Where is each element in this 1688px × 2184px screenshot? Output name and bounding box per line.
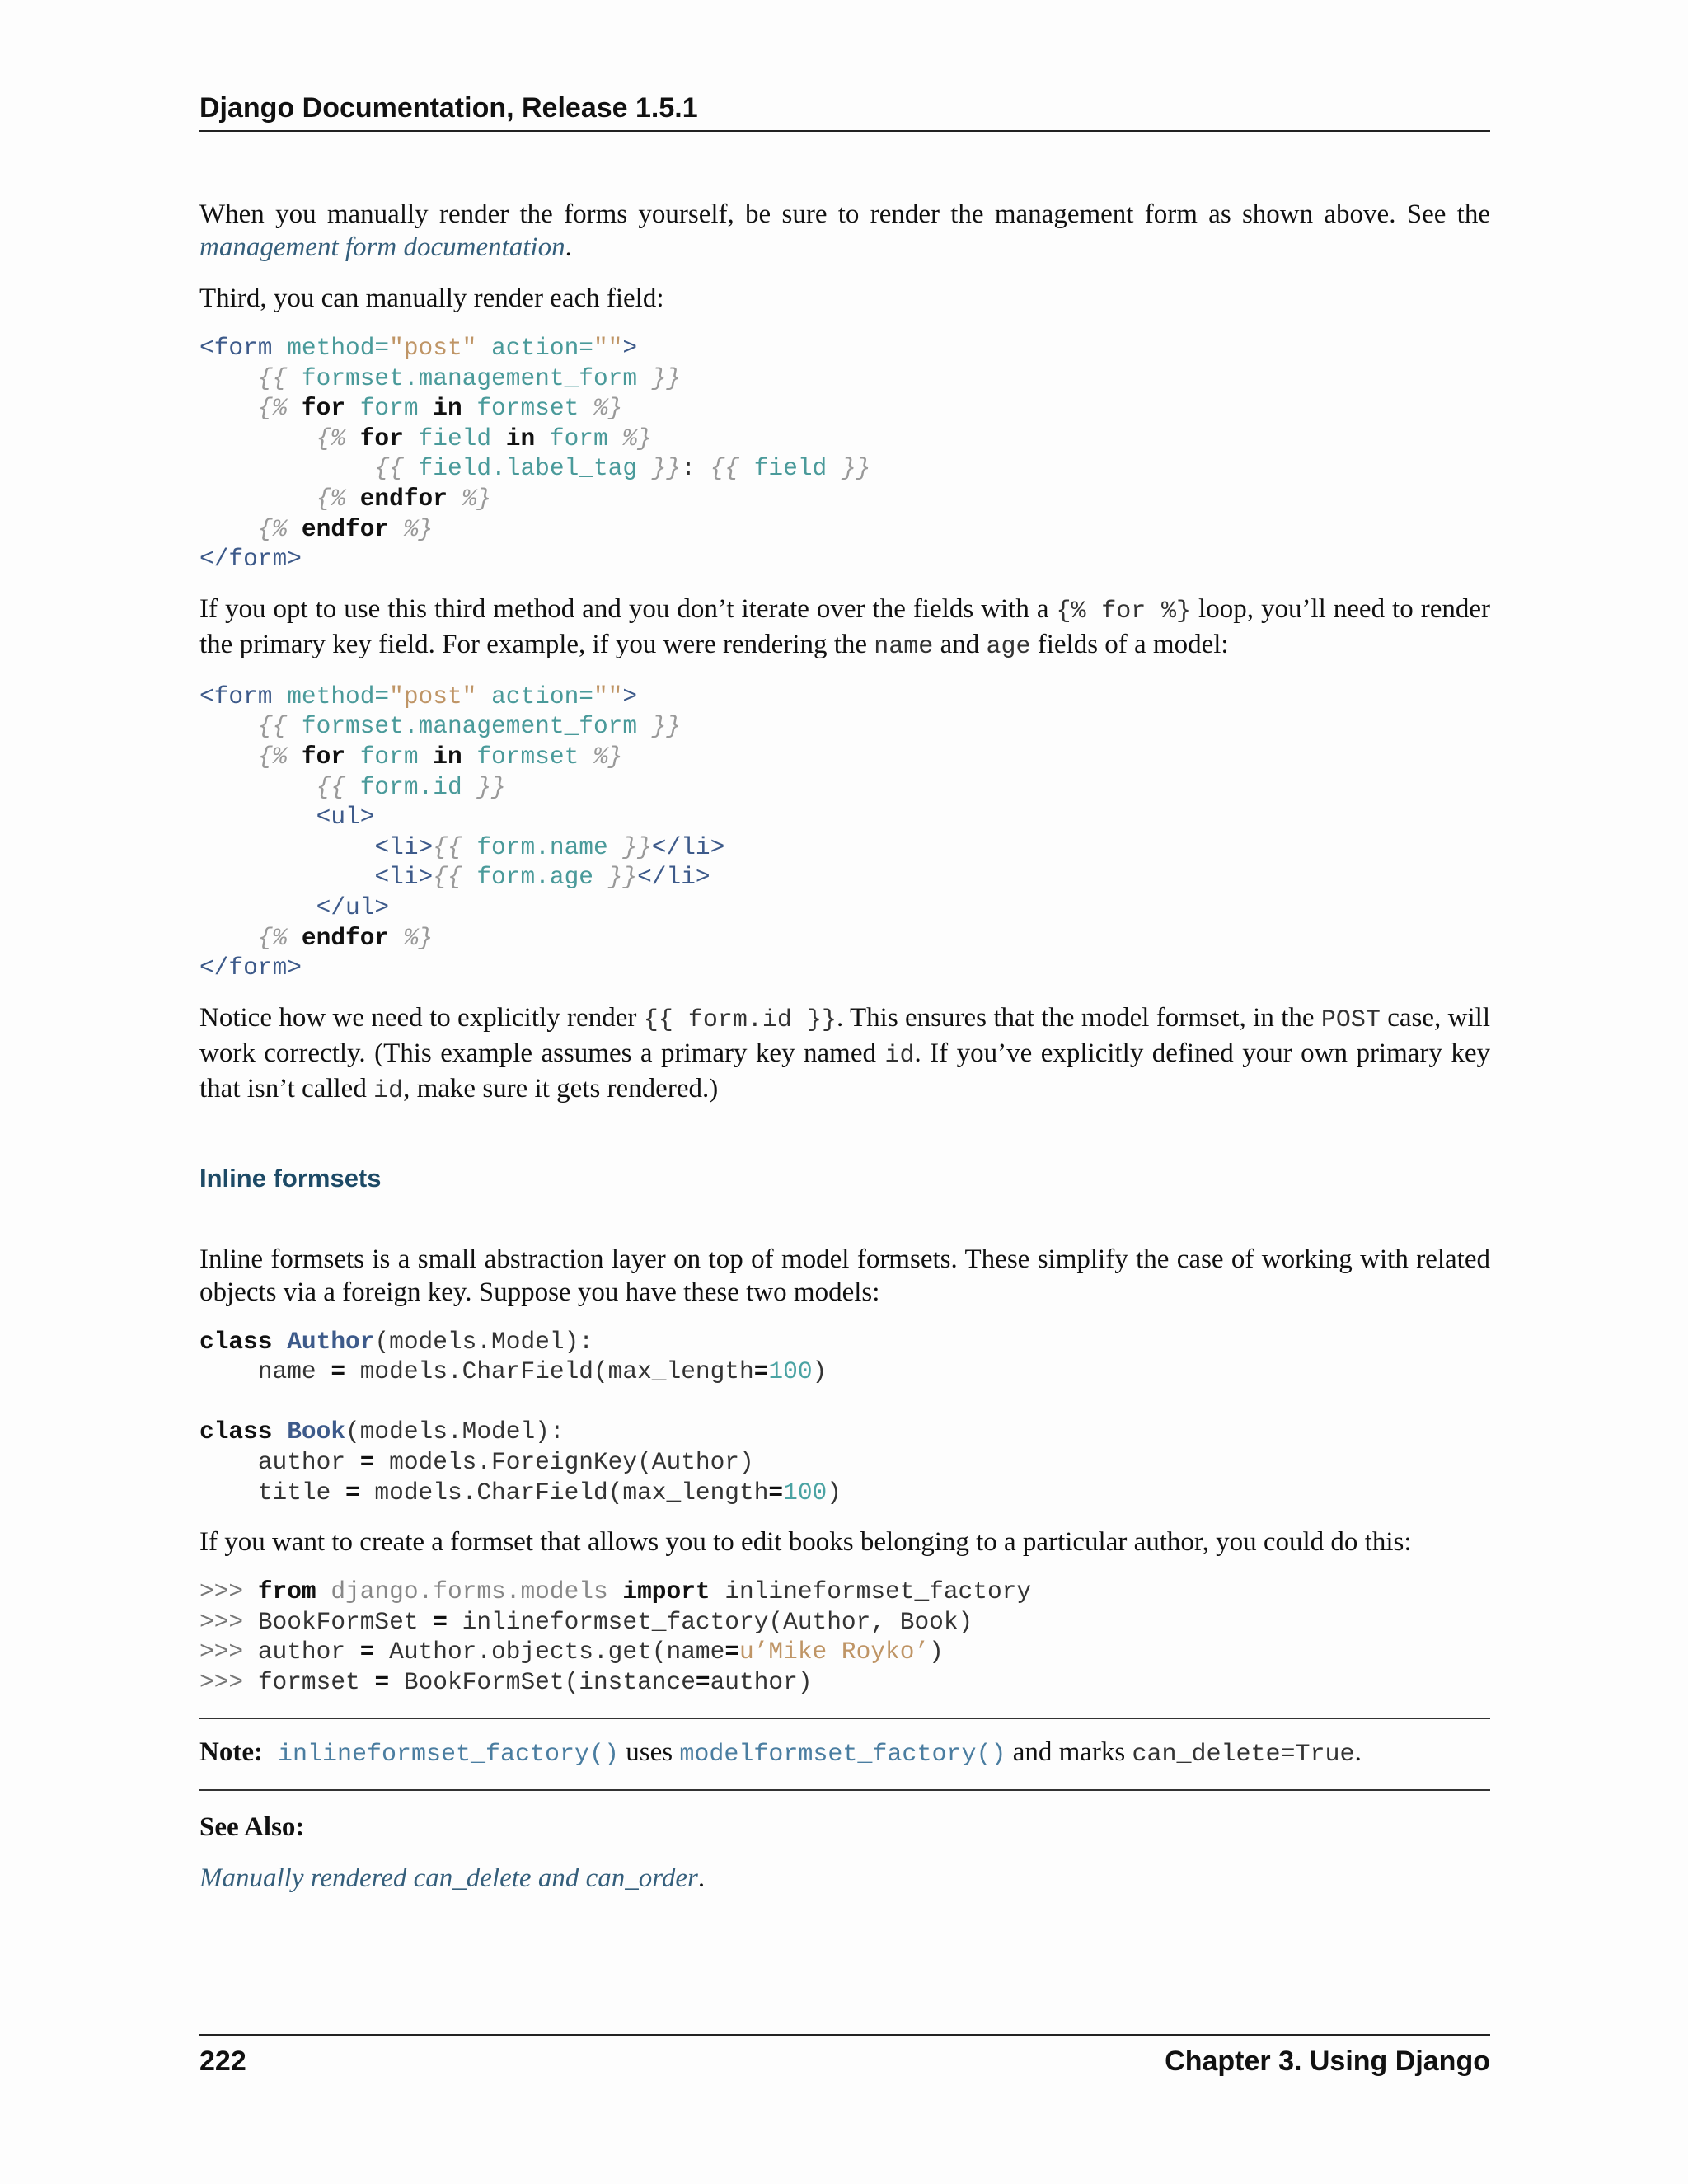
inline-code: can_delete=True [1132,1740,1355,1769]
paragraph-management-form [199,198,1490,264]
para3-text: loop, you’ll need to render the primary key field. For example, if you were rendering the [199,593,1491,659]
code-token: endfor [301,514,390,543]
code-block-interactive [199,1577,1490,1697]
para3-text: If you opt to use this third method and you don’t iterate over the fields with a [199,593,1057,624]
code-token: </ul> [316,893,390,921]
code-token: form.age [476,863,593,892]
code-token: = [374,1668,390,1697]
code-token: >>> [199,1668,244,1697]
code-token: models.CharField(max_length [345,1357,754,1386]
code-token: inlineformset_factory [724,1577,1032,1606]
see-also-paragraph [199,1862,1490,1895]
code-token: form.name [476,832,608,861]
code-token: author [257,1638,360,1666]
code-token: = [345,1478,360,1507]
para4-text: Notice how we need to explicitly render [199,1002,644,1033]
para4-text: . If you’ve explicitly defined your own primary key that isn’t called [199,1038,1491,1104]
code-token: BookFormSet(instance [389,1668,696,1697]
paragraph-notice-form-id [199,1001,1490,1108]
code-token: = [724,1638,740,1666]
inline-code: {{ form.id }} [643,1005,837,1034]
code-token: > [622,682,638,710]
code-token: = [753,1357,769,1386]
code-token: endfor [359,484,448,513]
code-token: formset.management_form [301,363,638,392]
code-token: = [768,1478,784,1507]
inline-code: POST [1320,1005,1381,1034]
inlineformset-factory-link[interactable]: inlineformset_factory() [277,1740,620,1769]
inline-code: id [373,1076,404,1105]
code-token: Author.objects.get(name [374,1638,725,1666]
code-token: in [505,424,536,452]
chapter-title: Chapter 3. Using Django [1165,2046,1490,2077]
code-token: Author [287,1327,375,1356]
code-token: inlineformset_factory(Author, Book) [447,1607,973,1636]
code-token: models.CharField(max_length [359,1478,769,1507]
inline-code: age [986,632,1031,661]
code-token: models.ForeignKey(Author) [374,1448,754,1477]
code-token: for [301,742,346,771]
code-token: ) [812,1357,828,1386]
code-token: <ul> [316,803,375,832]
code-token: form [359,394,419,423]
see-also-heading: See Also: [199,1811,305,1842]
code-block-models [199,1327,1490,1508]
code-token: (models.Model): [345,1418,565,1446]
code-token: </form> [199,545,302,574]
code-token: ) [929,1638,944,1666]
inline-code: {% for %} [1056,597,1192,626]
code-token: <form [199,682,273,710]
code-token: in [433,742,462,771]
code-token: u’Mike Royko’ [739,1638,930,1666]
code-token: method= [287,334,390,362]
code-token: BookFormSet [257,1607,434,1636]
paragraph-primary-key [199,593,1490,663]
code-token: field [418,424,492,452]
code-token: </form> [199,954,302,982]
paragraph-create-formset: If you want to create a formset that allows you to edit books belonging to a particular author, you could do this: [199,1527,1412,1558]
code-token: <form [199,334,273,362]
inline-code: id [884,1041,915,1070]
section-heading-inline-formsets: Inline formsets [199,1163,382,1193]
para4-text: , make sure it gets rendered.) [403,1073,719,1104]
code-token: for [359,424,404,452]
code-token: name [257,1357,331,1386]
code-token: formset.management_form [301,712,638,741]
code-token: formset [476,742,579,771]
code-token: 100 [768,1357,813,1386]
code-token: <li> [374,863,434,892]
code-token: form.id [359,772,462,801]
modelformset-factory-link[interactable]: modelformset_factory() [679,1740,1006,1769]
code-token: action= [491,334,593,362]
code-token: in [433,394,462,423]
see-also-end: . [697,1863,706,1893]
code-token: field.label_tag [418,454,638,483]
code-token: (models.Model): [374,1327,593,1356]
para1-end: . [565,232,572,262]
code-token: = [695,1668,710,1697]
code-token: = [433,1607,448,1636]
code-token: from [257,1577,316,1606]
inline-code: name [874,632,934,661]
code-token: form [359,742,419,771]
code-token: action= [491,682,593,710]
code-block-name-age: <form method="post" action=""> {{ formset.management_form }} {% for form in formset %} {{ form.id }} <ul> <li>{{ form.name }}</li> <li>{{ form.age }}</li> </ul> {% endfor %} </form> [199,682,725,982]
code-token: formset [476,394,579,423]
paragraph-third-method: Third, you can manually render each field: [199,284,664,313]
code-token: endfor [301,923,390,952]
note-text: . [1354,1736,1362,1767]
paragraph-inline-formsets-intro: Inline formsets is a small abstraction layer on top of model formsets. These simplify the case of working with related objects via a foreign key. Suppose you have these two models: [199,1244,1490,1307]
code-token: Book [287,1418,346,1446]
note-text: uses [619,1736,680,1767]
para4-text: . This ensures that the model formset, in the [836,1002,1321,1033]
para1-text: When you manually render the forms yourself, be sure to render the management form as shown above. See the [199,199,1490,229]
code-block-manual-fields: <form method="post" action=""> {{ formset.management_form }} {% for form in formset %} {% for field in form %} {{ field.label_tag }}: {{ field }} {% endfor %} {% endfor %} </form> [199,334,871,574]
page-number: 222 [199,2046,246,2077]
code-token: "post" [389,334,477,362]
running-header [199,91,1490,132]
code-token: <li> [374,832,434,861]
note-text: and marks [1006,1736,1132,1767]
code-token: >>> [199,1577,244,1606]
code-token: "post" [389,682,477,710]
para4-text: case, will work correctly. (This example assumes a primary key named [199,1002,1490,1068]
code-token: "" [593,334,623,362]
page-content [199,198,1490,1913]
code-token: title [257,1478,346,1507]
code-token: author) [710,1668,813,1697]
code-token: formset [257,1668,375,1697]
document-page [199,0,1490,2184]
note-label: Note: [199,1736,263,1767]
header-title: Django Documentation, Release 1.5.1 [199,92,698,124]
code-token: >>> [199,1638,244,1666]
code-token: author [257,1448,360,1477]
code-token: import [622,1577,710,1606]
code-token: form [549,424,608,452]
code-token: = [359,1638,375,1666]
code-token: class [199,1327,273,1356]
code-token: : [681,454,696,483]
code-token: </li> [651,832,725,861]
para3-text: fields of a model: [1030,629,1229,659]
code-token: django.forms.models [331,1577,608,1606]
code-token: ) [827,1478,842,1507]
code-token: = [359,1448,375,1477]
management-form-doc-link[interactable]: management form documentation [199,232,565,262]
code-token: </li> [637,863,710,892]
manually-rendered-link[interactable]: Manually rendered can_delete and can_order [199,1863,698,1893]
code-token: = [331,1357,346,1386]
page-footer [199,2034,1490,2083]
code-token: > [622,334,638,362]
code-token: "" [593,682,623,710]
code-token: 100 [783,1478,828,1507]
code-token: class [199,1418,273,1446]
code-token: for [301,394,346,423]
code-token: field [753,454,828,483]
note-box [199,1718,1490,1791]
para3-text: and [933,629,987,659]
code-token: method= [287,682,390,710]
code-token: >>> [199,1607,244,1636]
